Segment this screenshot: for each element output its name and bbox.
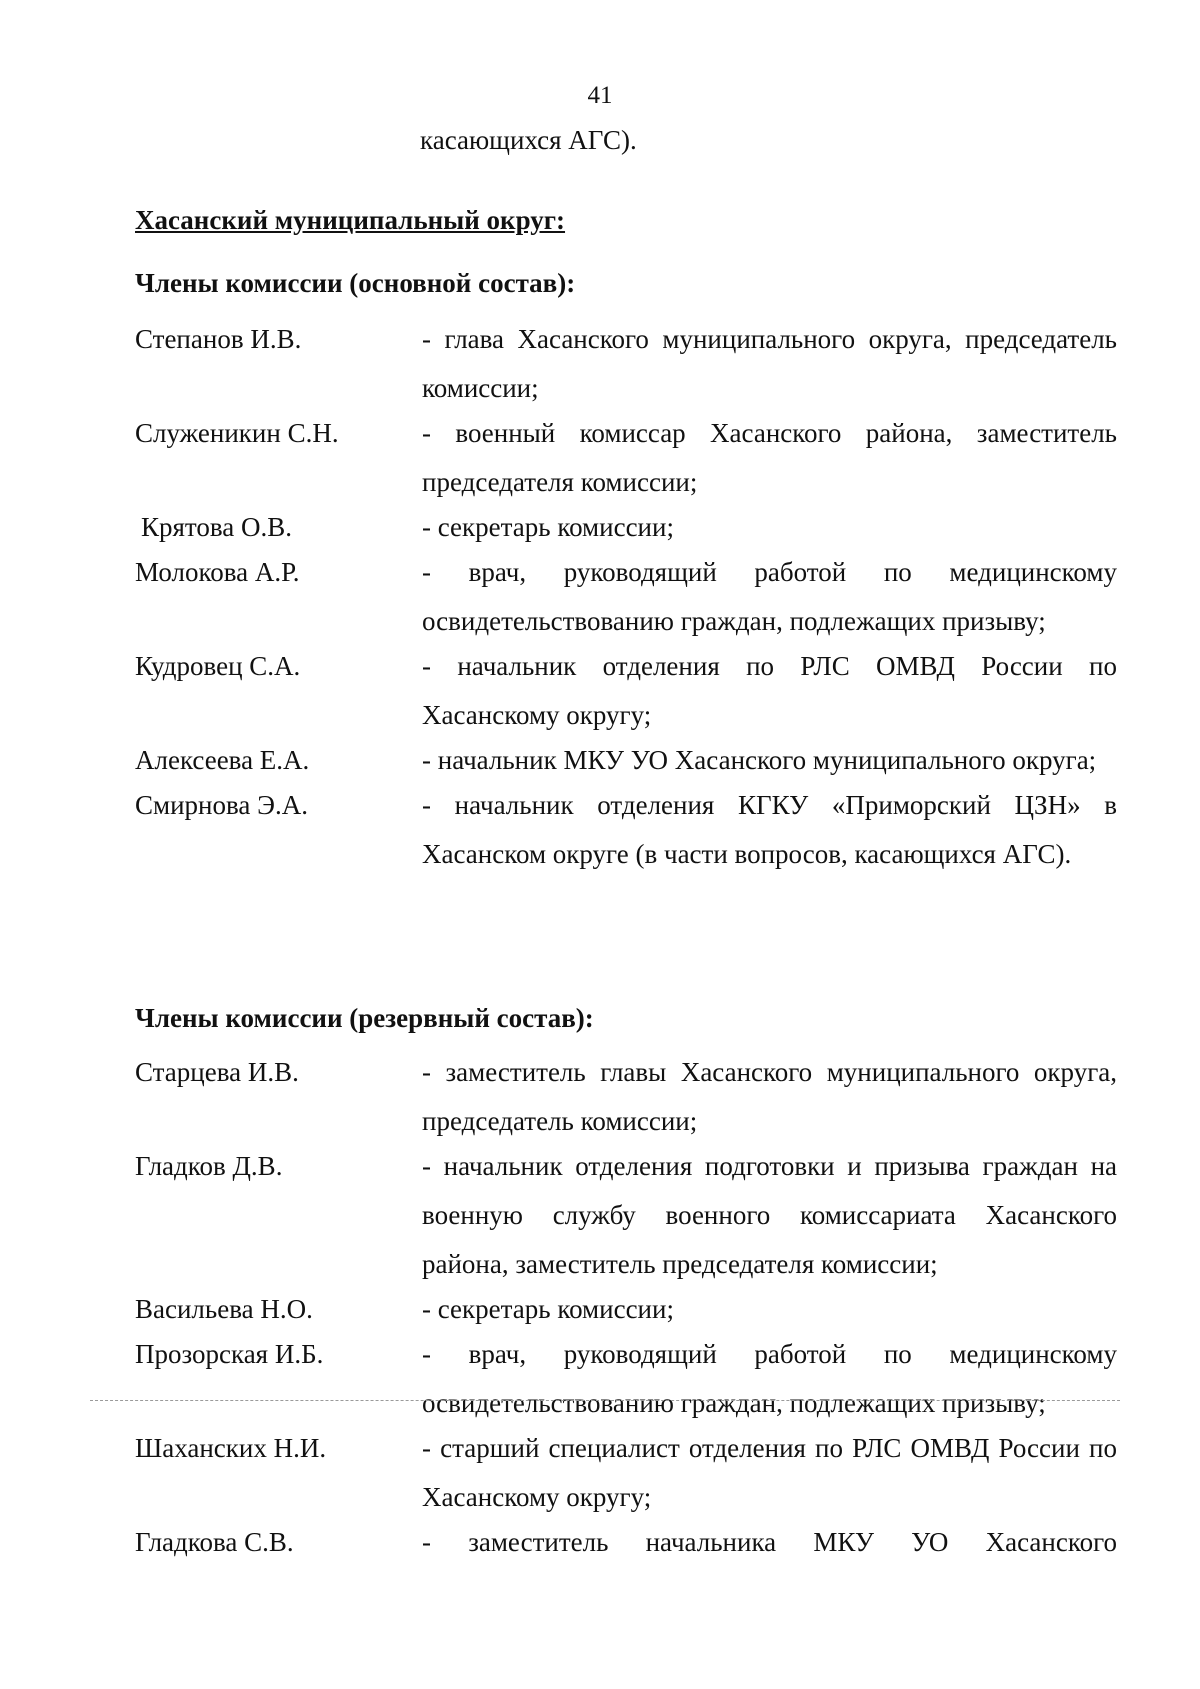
- member-role: - начальник отделения КГКУ «Приморский ЦЗН» в Хасанском округе (в части вопросов, касающихся АГС).: [422, 790, 1117, 869]
- member-role: - начальник отделения по РЛС ОМВД России по Хасанскому округу;: [422, 651, 1117, 730]
- member-name: Гладков Д.В.: [135, 1151, 283, 1181]
- member-name: Васильева Н.О.: [135, 1294, 313, 1324]
- member-row: [135, 548, 1117, 646]
- reserve-member-list: [135, 1048, 1117, 1567]
- member-name: Гладкова С.В.: [135, 1527, 294, 1557]
- main-composition-heading: Члены комиссии (основной состав):: [135, 268, 576, 298]
- member-role: - заместитель начальника МКУ УО Хасанского: [422, 1527, 1117, 1557]
- member-row: [135, 1285, 1117, 1334]
- member-name: Молокова А.Р.: [135, 557, 300, 587]
- member-row: [135, 315, 1117, 413]
- page-number: 41: [587, 82, 613, 109]
- member-name: Крятова О.В.: [141, 512, 293, 542]
- member-role: - начальник отделения подготовки и призыва граждан на военную службу военного комиссариата Хасанского района, заместитель председателя комиссии;: [422, 1151, 1117, 1279]
- member-name: Степанов И.В.: [135, 324, 302, 354]
- reserve-composition-heading: Члены комиссии (резервный состав):: [135, 1003, 594, 1033]
- member-name: Старцева И.В.: [135, 1057, 299, 1087]
- member-name: Кудровец С.А.: [135, 651, 301, 681]
- member-role: - заместитель главы Хасанского муниципального округа, председатель комиссии;: [422, 1057, 1117, 1136]
- member-row: [135, 1424, 1117, 1522]
- member-name: Смирнова Э.А.: [135, 790, 308, 820]
- member-name: Служеникин С.Н.: [135, 418, 339, 448]
- member-row: [135, 1330, 1117, 1428]
- member-role: - врач, руководящий работой по медицинскому освидетельствованию граждан, подлежащих призыву;: [422, 1339, 1117, 1418]
- member-row: [135, 503, 1117, 552]
- member-row: [135, 1518, 1117, 1567]
- continuation-text: касающихся АГС).: [420, 125, 637, 155]
- member-role: - старший специалист отделения по РЛС ОМВД России по Хасанскому округу;: [422, 1433, 1117, 1512]
- member-row: [135, 736, 1117, 785]
- member-role: - врач, руководящий работой по медицинскому освидетельствованию граждан, подлежащих призыву;: [422, 557, 1117, 636]
- member-row: [135, 1048, 1117, 1146]
- member-row: [135, 642, 1117, 740]
- member-role: - военный комиссар Хасанского района, заместитель председателя комиссии;: [422, 418, 1117, 497]
- member-role: - начальник МКУ УО Хасанского муниципального округа;: [422, 745, 1097, 775]
- member-name: Шаханских Н.И.: [135, 1433, 327, 1463]
- district-title: Хасанский муниципальный округ:: [135, 205, 566, 235]
- member-row: [135, 409, 1117, 507]
- member-role: - глава Хасанского муниципального округа, председатель комиссии;: [422, 324, 1117, 403]
- member-row: [135, 781, 1117, 879]
- scan-artifact-line: [90, 1400, 1120, 1401]
- member-name: Прозорская И.Б.: [135, 1339, 324, 1369]
- member-name: Алексеева Е.А.: [135, 745, 310, 775]
- main-member-list: [135, 315, 1117, 879]
- member-role: - секретарь комиссии;: [422, 1294, 674, 1324]
- member-row: [135, 1142, 1117, 1289]
- member-role: - секретарь комиссии;: [422, 512, 674, 542]
